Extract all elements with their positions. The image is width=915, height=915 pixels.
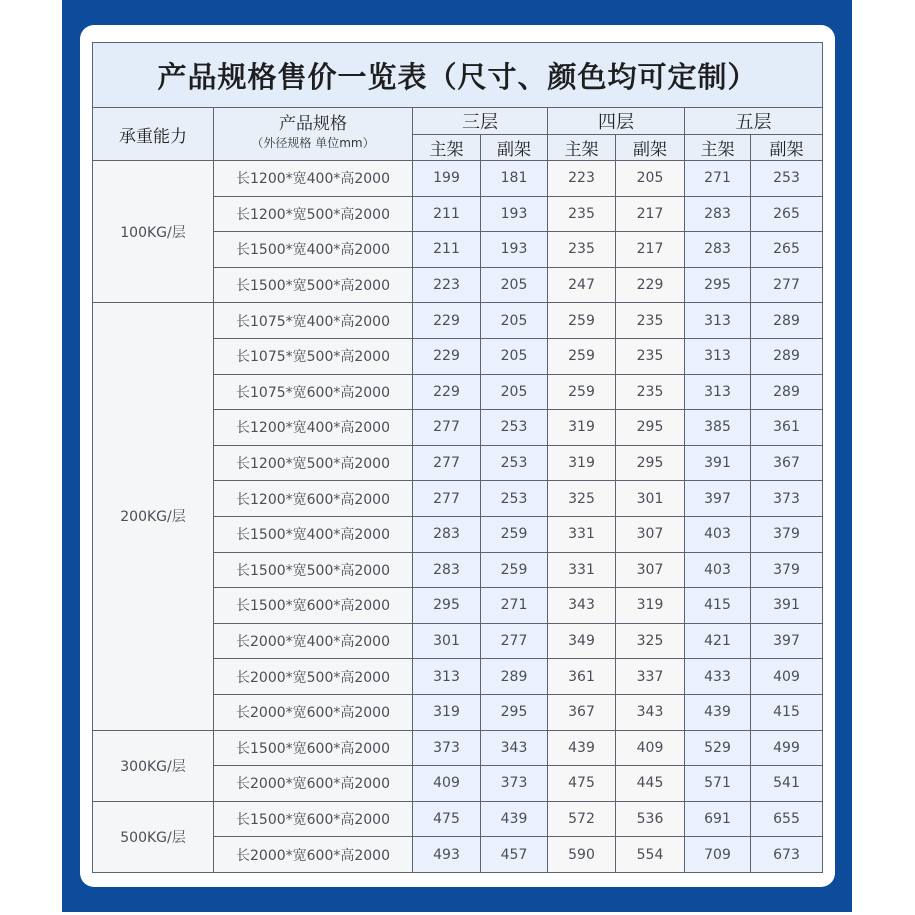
price-cell: 217 bbox=[616, 196, 685, 232]
price-cell: 409 bbox=[616, 730, 685, 766]
price-cell: 235 bbox=[616, 303, 685, 339]
price-cell: 259 bbox=[548, 374, 616, 410]
spec-cell: 长1200*宽400*高2000 bbox=[214, 410, 413, 446]
price-cell: 205 bbox=[481, 267, 548, 303]
spec-cell: 长2000*宽600*高2000 bbox=[214, 694, 413, 730]
sub-header-main: 主架 bbox=[413, 135, 481, 161]
spec-cell: 长1500*宽600*高2000 bbox=[214, 801, 413, 837]
price-cell: 397 bbox=[685, 481, 751, 517]
price-table bbox=[92, 42, 823, 873]
price-cell: 289 bbox=[751, 338, 823, 374]
price-cell: 313 bbox=[413, 659, 481, 695]
price-cell: 265 bbox=[751, 196, 823, 232]
price-cell: 343 bbox=[548, 588, 616, 624]
price-cell: 229 bbox=[413, 338, 481, 374]
sub-header-secondary: 副架 bbox=[616, 135, 685, 161]
price-cell: 331 bbox=[548, 552, 616, 588]
price-cell: 331 bbox=[548, 516, 616, 552]
spec-cell: 长1500*宽400*高2000 bbox=[214, 516, 413, 552]
spec-cell: 长1200*宽500*高2000 bbox=[214, 196, 413, 232]
price-cell: 277 bbox=[481, 623, 548, 659]
price-cell: 253 bbox=[481, 445, 548, 481]
price-cell: 223 bbox=[548, 161, 616, 197]
price-cell: 283 bbox=[413, 516, 481, 552]
price-cell: 349 bbox=[548, 623, 616, 659]
tier-header-4: 四层 bbox=[548, 108, 685, 135]
price-cell: 572 bbox=[548, 801, 616, 837]
price-cell: 325 bbox=[616, 623, 685, 659]
price-cell: 409 bbox=[413, 766, 481, 802]
price-cell: 337 bbox=[616, 659, 685, 695]
price-cell: 499 bbox=[751, 730, 823, 766]
capacity-cell: 300KG/层 bbox=[93, 730, 214, 801]
price-cell: 445 bbox=[616, 766, 685, 802]
price-cell: 319 bbox=[413, 694, 481, 730]
price-cell: 373 bbox=[481, 766, 548, 802]
price-cell: 325 bbox=[548, 481, 616, 517]
price-cell: 313 bbox=[685, 338, 751, 374]
price-cell: 205 bbox=[481, 374, 548, 410]
price-cell: 271 bbox=[481, 588, 548, 624]
price-cell: 343 bbox=[616, 694, 685, 730]
spec-cell: 长1200*宽400*高2000 bbox=[214, 161, 413, 197]
price-cell: 379 bbox=[751, 552, 823, 588]
price-cell: 709 bbox=[685, 837, 751, 873]
price-cell: 457 bbox=[481, 837, 548, 873]
spec-cell: 长1500*宽500*高2000 bbox=[214, 552, 413, 588]
sub-header-main: 主架 bbox=[548, 135, 616, 161]
price-cell: 313 bbox=[685, 303, 751, 339]
spec-cell: 长1075*宽500*高2000 bbox=[214, 338, 413, 374]
price-cell: 691 bbox=[685, 801, 751, 837]
price-cell: 283 bbox=[685, 232, 751, 268]
price-cell: 253 bbox=[481, 410, 548, 446]
spec-cell: 长2000*宽500*高2000 bbox=[214, 659, 413, 695]
spec-cell: 长1500*宽600*高2000 bbox=[214, 588, 413, 624]
price-cell: 403 bbox=[685, 552, 751, 588]
price-cell: 223 bbox=[413, 267, 481, 303]
price-cell: 277 bbox=[413, 481, 481, 517]
price-cell: 235 bbox=[616, 338, 685, 374]
price-cell: 421 bbox=[685, 623, 751, 659]
price-cell: 439 bbox=[548, 730, 616, 766]
spec-cell: 长1075*宽600*高2000 bbox=[214, 374, 413, 410]
spec-cell: 长1500*宽600*高2000 bbox=[214, 730, 413, 766]
price-cell: 343 bbox=[481, 730, 548, 766]
spec-header bbox=[214, 108, 413, 161]
price-cell: 313 bbox=[685, 374, 751, 410]
price-cell: 475 bbox=[548, 766, 616, 802]
table-row bbox=[93, 730, 823, 766]
spec-header-note: （外径规格 单位mm） bbox=[251, 136, 375, 150]
price-cell: 319 bbox=[616, 588, 685, 624]
sub-header-main: 主架 bbox=[685, 135, 751, 161]
price-cell: 289 bbox=[751, 303, 823, 339]
table-row bbox=[93, 801, 823, 837]
price-cell: 259 bbox=[481, 552, 548, 588]
price-cell: 265 bbox=[751, 232, 823, 268]
price-cell: 571 bbox=[685, 766, 751, 802]
price-cell: 541 bbox=[751, 766, 823, 802]
price-cell: 361 bbox=[751, 410, 823, 446]
price-cell: 205 bbox=[616, 161, 685, 197]
spec-cell: 长1200*宽600*高2000 bbox=[214, 481, 413, 517]
price-cell: 433 bbox=[685, 659, 751, 695]
spec-header-label: 产品规格 bbox=[279, 114, 347, 134]
price-cell: 385 bbox=[685, 410, 751, 446]
price-cell: 205 bbox=[481, 303, 548, 339]
price-cell: 235 bbox=[616, 374, 685, 410]
price-cell: 367 bbox=[751, 445, 823, 481]
price-cell: 283 bbox=[685, 196, 751, 232]
sub-header-secondary: 副架 bbox=[481, 135, 548, 161]
capacity-header: 承重能力 bbox=[93, 108, 214, 161]
price-cell: 283 bbox=[413, 552, 481, 588]
spec-cell: 长2000*宽400*高2000 bbox=[214, 623, 413, 659]
price-cell: 655 bbox=[751, 801, 823, 837]
price-cell: 235 bbox=[548, 232, 616, 268]
sub-header-secondary: 副架 bbox=[751, 135, 823, 161]
price-cell: 277 bbox=[751, 267, 823, 303]
price-cell: 379 bbox=[751, 516, 823, 552]
price-cell: 439 bbox=[685, 694, 751, 730]
price-cell: 289 bbox=[481, 659, 548, 695]
price-cell: 403 bbox=[685, 516, 751, 552]
price-cell: 475 bbox=[413, 801, 481, 837]
price-cell: 373 bbox=[751, 481, 823, 517]
price-cell: 193 bbox=[481, 196, 548, 232]
price-cell: 409 bbox=[751, 659, 823, 695]
price-cell: 253 bbox=[751, 161, 823, 197]
price-cell: 295 bbox=[685, 267, 751, 303]
price-cell: 247 bbox=[548, 267, 616, 303]
price-cell: 181 bbox=[481, 161, 548, 197]
price-cell: 415 bbox=[751, 694, 823, 730]
price-cell: 235 bbox=[548, 196, 616, 232]
price-cell: 439 bbox=[481, 801, 548, 837]
price-cell: 301 bbox=[616, 481, 685, 517]
price-cell: 319 bbox=[548, 410, 616, 446]
price-cell: 673 bbox=[751, 837, 823, 873]
price-cell: 277 bbox=[413, 410, 481, 446]
page-title: 产品规格售价一览表（尺寸、颜色均可定制） bbox=[93, 43, 823, 108]
price-cell: 397 bbox=[751, 623, 823, 659]
price-cell: 199 bbox=[413, 161, 481, 197]
price-cell: 277 bbox=[413, 445, 481, 481]
price-cell: 211 bbox=[413, 196, 481, 232]
spec-cell: 长2000*宽600*高2000 bbox=[214, 837, 413, 873]
spec-cell: 长1075*宽400*高2000 bbox=[214, 303, 413, 339]
price-cell: 554 bbox=[616, 837, 685, 873]
price-cell: 217 bbox=[616, 232, 685, 268]
price-cell: 307 bbox=[616, 516, 685, 552]
price-cell: 259 bbox=[548, 338, 616, 374]
price-cell: 536 bbox=[616, 801, 685, 837]
price-cell: 229 bbox=[413, 374, 481, 410]
price-cell: 295 bbox=[413, 588, 481, 624]
capacity-cell: 200KG/层 bbox=[93, 303, 214, 730]
price-cell: 529 bbox=[685, 730, 751, 766]
price-cell: 271 bbox=[685, 161, 751, 197]
price-cell: 295 bbox=[481, 694, 548, 730]
price-cell: 590 bbox=[548, 837, 616, 873]
spec-cell: 长1500*宽400*高2000 bbox=[214, 232, 413, 268]
tier-header-3: 三层 bbox=[413, 108, 548, 135]
capacity-cell: 100KG/层 bbox=[93, 161, 214, 303]
price-cell: 295 bbox=[616, 445, 685, 481]
price-cell: 229 bbox=[413, 303, 481, 339]
price-cell: 391 bbox=[751, 588, 823, 624]
spec-cell: 长1200*宽500*高2000 bbox=[214, 445, 413, 481]
price-cell: 253 bbox=[481, 481, 548, 517]
price-cell: 391 bbox=[685, 445, 751, 481]
price-cell: 211 bbox=[413, 232, 481, 268]
capacity-cell: 500KG/层 bbox=[93, 801, 214, 872]
table-row bbox=[93, 303, 823, 339]
price-cell: 493 bbox=[413, 837, 481, 873]
price-cell: 361 bbox=[548, 659, 616, 695]
table-row bbox=[93, 161, 823, 197]
price-cell: 295 bbox=[616, 410, 685, 446]
spec-cell: 长1500*宽500*高2000 bbox=[214, 267, 413, 303]
price-cell: 259 bbox=[548, 303, 616, 339]
price-cell: 205 bbox=[481, 338, 548, 374]
price-cell: 319 bbox=[548, 445, 616, 481]
tier-header-5: 五层 bbox=[685, 108, 823, 135]
price-cell: 193 bbox=[481, 232, 548, 268]
price-cell: 289 bbox=[751, 374, 823, 410]
price-cell: 301 bbox=[413, 623, 481, 659]
price-cell: 415 bbox=[685, 588, 751, 624]
price-cell: 373 bbox=[413, 730, 481, 766]
price-cell: 229 bbox=[616, 267, 685, 303]
price-cell: 307 bbox=[616, 552, 685, 588]
spec-cell: 长2000*宽600*高2000 bbox=[214, 766, 413, 802]
price-cell: 259 bbox=[481, 516, 548, 552]
price-cell: 367 bbox=[548, 694, 616, 730]
